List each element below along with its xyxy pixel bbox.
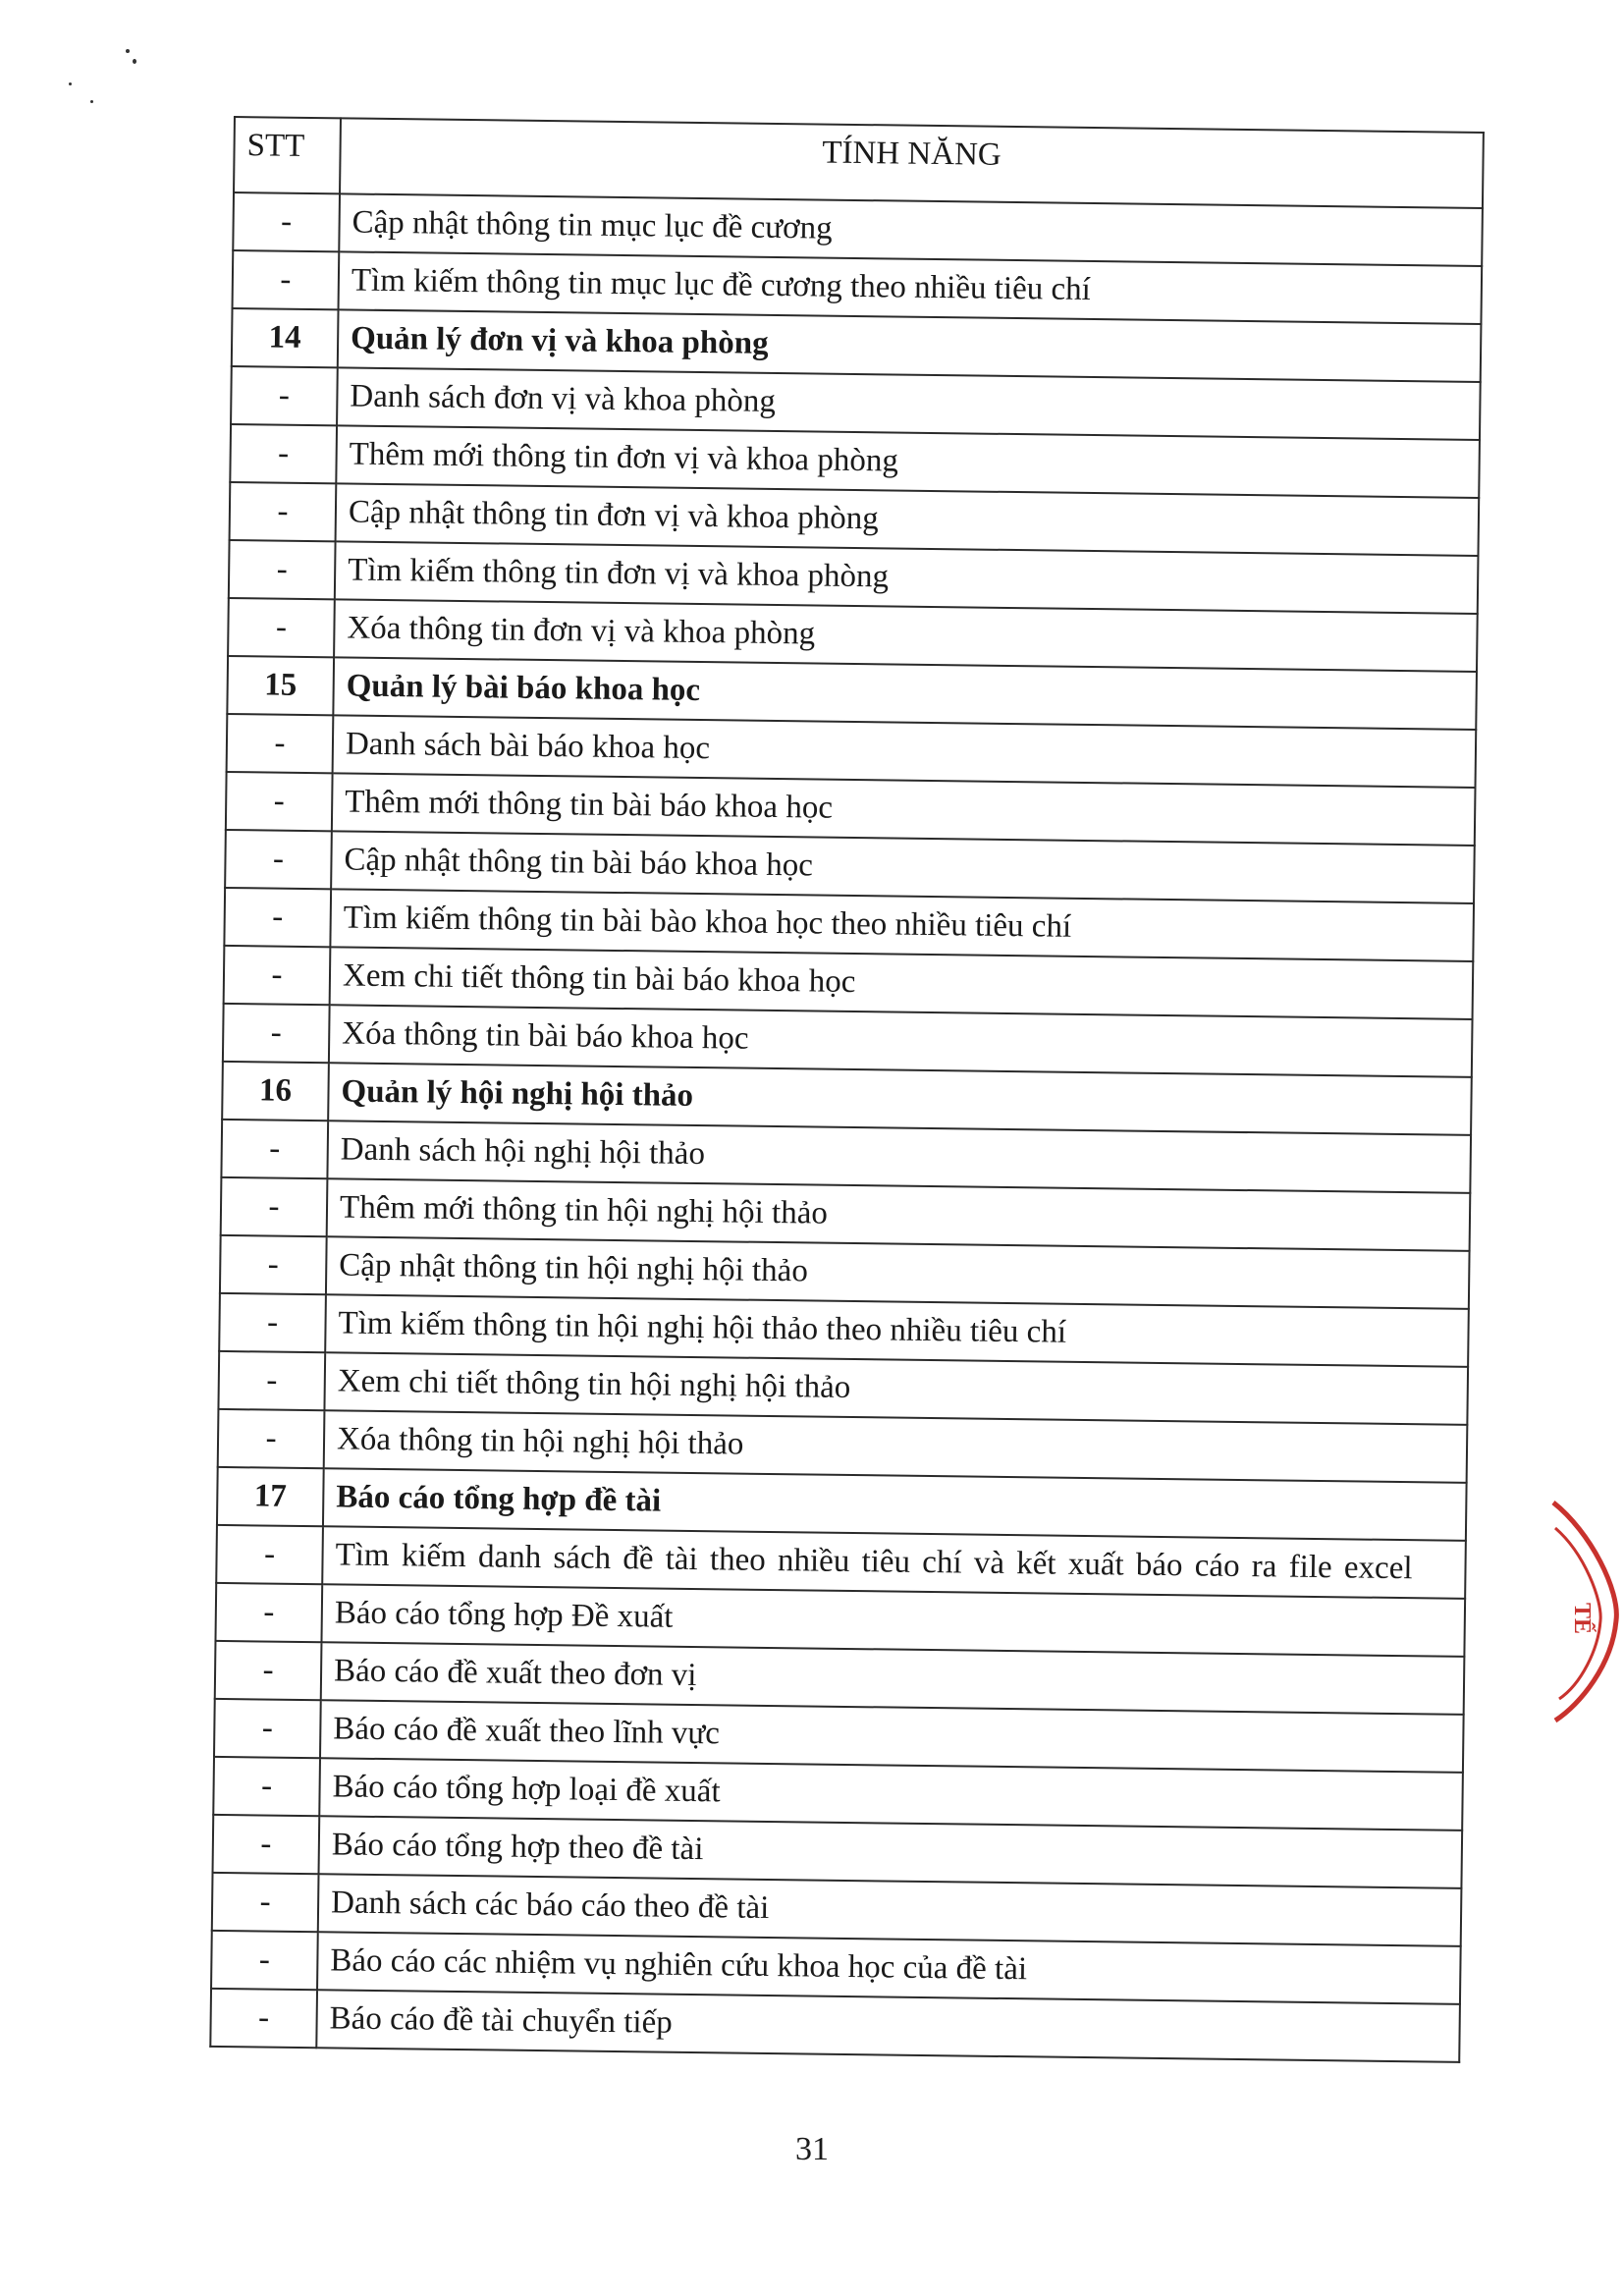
row-bullet: - (212, 1873, 319, 1932)
scan-speck (69, 82, 72, 85)
feature-text: Báo cáo đề xuất theo đơn vị (321, 1642, 1465, 1715)
row-bullet: - (215, 1583, 322, 1642)
feature-text: Báo cáo tổng hợp Đề xuất (321, 1584, 1465, 1657)
feature-text: Tìm kiếm thông tin bài bào khoa học theo nhiều tiêu chí (330, 889, 1474, 961)
row-bullet: - (213, 1757, 320, 1816)
row-bullet: - (218, 1409, 325, 1468)
feature-text: Báo cáo các nhiệm vụ nghiên cứu khoa học của đề tài (317, 1932, 1461, 2004)
feature-text: Cập nhật thông tin mục lục đề cương (339, 193, 1483, 266)
feature-text: Xóa thông tin bài báo khoa học (329, 1005, 1473, 1077)
feature-column-header: TÍNH NĂNG (340, 118, 1484, 208)
feature-text: Tìm kiếm thông tin đơn vị và khoa phòng (335, 541, 1479, 614)
stamp-text: TẾ (1569, 1603, 1595, 1635)
scan-speck (126, 49, 130, 53)
feature-text: Thêm mới thông tin bài báo khoa học (332, 773, 1476, 846)
row-bullet: - (211, 1931, 318, 1990)
row-bullet: - (216, 1525, 323, 1584)
feature-text: Tìm kiếm thông tin mục lục đề cương theo nhiều tiêu chí (339, 251, 1483, 324)
feature-text: Danh sách các báo cáo theo đề tài (318, 1874, 1462, 1946)
feature-table-wrapper (209, 116, 1483, 2063)
feature-text: Cập nhật thông tin hội nghị hội thảo (326, 1236, 1470, 1309)
scan-speck (90, 100, 93, 103)
feature-text: Báo cáo đề xuất theo lĩnh vực (320, 1700, 1464, 1773)
feature-text: Danh sách hội nghị hội thảo (327, 1121, 1471, 1193)
feature-table-body (210, 192, 1483, 2062)
row-bullet: - (221, 1177, 328, 1236)
row-bullet: - (218, 1351, 325, 1410)
feature-text: Thêm mới thông tin đơn vị và khoa phòng (336, 425, 1480, 498)
row-bullet: - (221, 1120, 328, 1178)
row-bullet: - (231, 366, 338, 425)
row-bullet: - (230, 482, 337, 541)
feature-text: Báo cáo tổng hợp theo đề tài (319, 1816, 1463, 1888)
row-bullet: - (225, 830, 332, 889)
feature-text: Xóa thông tin hội nghị hội thảo (324, 1410, 1468, 1483)
feature-text: Báo cáo tổng hợp loại đề xuất (319, 1758, 1463, 1831)
feature-text: Danh sách đơn vị và khoa phòng (337, 367, 1481, 440)
feature-text: Danh sách bài báo khoa học (333, 715, 1477, 788)
section-number: 15 (227, 656, 334, 715)
row-bullet: - (227, 714, 334, 773)
row-bullet: - (233, 250, 340, 309)
section-title: Quản lý bài báo khoa học (333, 657, 1477, 730)
red-seal-stamp (1551, 1493, 1624, 1728)
section-title: Quản lý đơn vị và khoa phòng (338, 309, 1482, 382)
section-number: 14 (232, 308, 339, 367)
row-bullet: - (214, 1699, 321, 1758)
section-number: 16 (222, 1062, 329, 1121)
row-bullet: - (213, 1815, 320, 1874)
section-title: Quản lý hội nghị hội thảo (328, 1063, 1472, 1135)
row-bullet: - (220, 1235, 327, 1294)
row-bullet: - (228, 598, 335, 657)
row-bullet: - (224, 946, 331, 1005)
feature-text: Xóa thông tin đơn vị và khoa phòng (334, 599, 1478, 672)
section-number: 17 (217, 1467, 324, 1526)
row-bullet: - (230, 424, 337, 483)
feature-text: Báo cáo đề tài chuyển tiếp (316, 1990, 1460, 2062)
scan-speck (133, 59, 136, 64)
page-number: 31 (795, 2131, 829, 2167)
row-bullet: - (226, 772, 333, 831)
feature-table (209, 116, 1485, 2063)
row-bullet: - (229, 540, 336, 599)
feature-text: Cập nhật thông tin bài báo khoa học (331, 831, 1475, 903)
row-bullet: - (219, 1293, 326, 1352)
row-bullet: - (223, 1004, 330, 1063)
stt-column-header: STT (234, 117, 341, 193)
section-title: Báo cáo tổng hợp đề tài (323, 1468, 1467, 1541)
feature-text: Tìm kiếm danh sách đề tài theo nhiều tiêu chí và kết xuất báo cáo ra file excel (322, 1526, 1466, 1599)
feature-text: Xem chi tiết thông tin bài báo khoa học (330, 947, 1474, 1019)
feature-text: Xem chi tiết thông tin hội nghị hội thảo (324, 1352, 1468, 1425)
row-bullet: - (224, 888, 331, 947)
feature-text: Tìm kiếm thông tin hội nghị hội thảo theo nhiều tiêu chí (325, 1294, 1469, 1367)
feature-text: Thêm mới thông tin hội nghị hội thảo (327, 1178, 1471, 1251)
row-bullet: - (233, 192, 340, 251)
row-bullet: - (215, 1641, 322, 1700)
row-bullet: - (210, 1989, 317, 2048)
feature-text: Cập nhật thông tin đơn vị và khoa phòng (336, 483, 1480, 556)
